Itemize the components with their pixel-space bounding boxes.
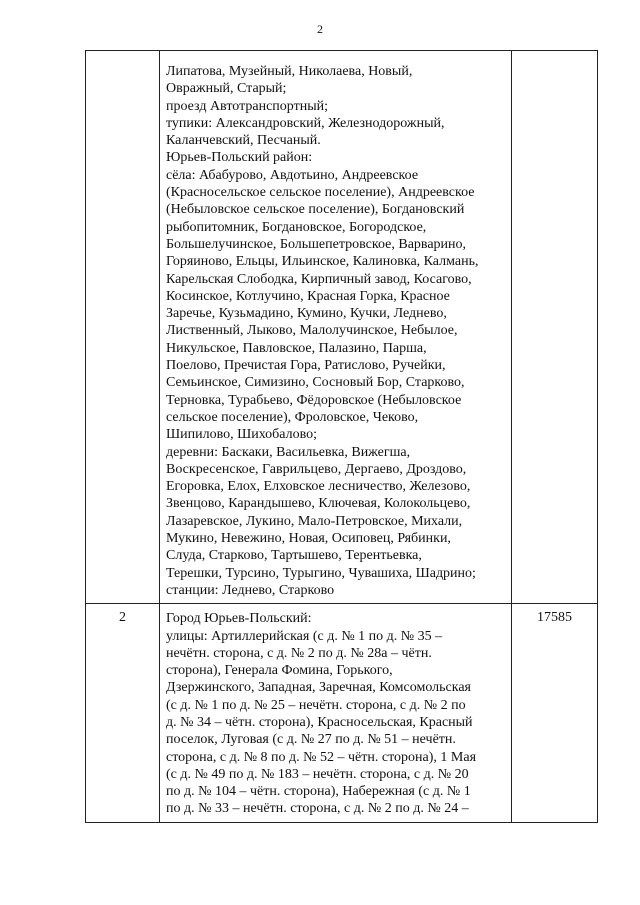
text-line: Семьинское, Симизино, Сосновый Бор, Старково,	[166, 375, 465, 391]
text-line: по д. № 33 – нечётн. сторона, с д. № 2 по д. № 24 –	[166, 801, 469, 817]
text-line: Шипилово, Шихобалово;	[166, 427, 318, 443]
text-line: Дзержинского, Западная, Заречная, Комсомольская	[166, 680, 471, 696]
voters-cell	[512, 604, 598, 823]
text-line: Поелово, Пречистая Гора, Ратислово, Ручейки,	[166, 358, 446, 374]
voters-cell	[512, 51, 598, 604]
text-line: (Красносельское сельское поселение), Андреевское	[166, 185, 475, 201]
row-number-cell	[86, 51, 160, 604]
text-line: Терновка, Турабьево, Фёдоровское (Небыловское	[166, 392, 462, 408]
text-line: Юрьев-Польский район:	[166, 150, 313, 166]
text-line: сёла: Абабурово, Авдотьино, Андреевское	[166, 167, 419, 183]
text-line: Горяиново, Ельцы, Ильинское, Калиновка, Калмань,	[166, 254, 479, 270]
text-line: Слуда, Старково, Тартышево, Терентьевка,	[166, 548, 422, 564]
text-line: Никульское, Павловское, Палазино, Парша,	[166, 340, 427, 356]
page-number: 2	[317, 22, 323, 36]
text-line: Воскресенское, Гаврильцево, Дергаево, Дроздово,	[166, 461, 467, 477]
text-line: Большелучинское, Большепетровское, Варварино,	[166, 236, 467, 252]
text-line: станции: Леднево, Старково	[166, 582, 335, 598]
text-line: (Небыловское сельское поселение), Богдановский	[166, 202, 465, 218]
text-line: (с д. № 49 по д. № 183 – нечётн. сторона, с д. № 20	[166, 766, 469, 782]
table-row	[86, 51, 598, 604]
text-line: улицы: Артиллерийская (с д. № 1 по д. № 35 –	[166, 628, 443, 644]
territory-cell	[160, 604, 512, 823]
text-line: Егоровка, Елох, Елховское лесничество, Железово,	[166, 479, 471, 495]
text-line: Косинское, Котлучино, Красная Горка, Красное	[166, 288, 450, 304]
row-number: 2	[119, 610, 126, 626]
text-line: Звенцово, Карандышево, Ключевая, Колокольцево,	[166, 496, 471, 512]
text-line: Карельская Слободка, Кирпичный завод, Косагово,	[166, 271, 472, 287]
text-line: рыбопитомник, Богдановское, Богородское,	[166, 219, 427, 235]
text-line: сторона), Генерала Фомина, Горького,	[166, 663, 393, 679]
text-line: поселок, Луговая (с д. № 27 по д. № 51 – нечётн.	[166, 732, 456, 748]
table-row	[86, 604, 598, 823]
text-line: Каланчевский, Песчаный.	[166, 133, 321, 149]
text-line: д. № 34 – чётн. сторона), Красносельская, Красный	[166, 714, 473, 730]
districts-table	[85, 50, 598, 823]
text-line: Лазаревское, Лукино, Мало-Петровское, Михали,	[166, 513, 463, 529]
territory-cell	[160, 51, 512, 604]
text-line: Лиственный, Лыково, Малолучинское, Небылое,	[166, 323, 458, 339]
text-line: Терешки, Турсино, Турыгино, Чувашиха, Шадрино;	[166, 565, 476, 581]
text-line: проезд Автотранспортный;	[166, 98, 328, 114]
row-number-cell	[86, 604, 160, 823]
text-line: Заречье, Кузьмадино, Кумино, Кучки, Леднево,	[166, 306, 447, 322]
voters-count: 17585	[537, 610, 572, 626]
text-line: деревни: Баскаки, Васильевка, Вижегша,	[166, 444, 411, 460]
text-line: тупики: Александровский, Железнодорожный,	[166, 115, 445, 131]
text-line: по д. № 104 – чётн. сторона), Набережная (с д. № 1	[166, 784, 471, 800]
text-line: Липатова, Музейный, Николаева, Новый,	[166, 64, 413, 79]
text-line: нечётн. сторона, с д. № 2 по д. № 28а – чётн.	[166, 645, 432, 661]
text-line: Город Юрьев-Польский:	[166, 611, 312, 627]
text-line: сторона, с д. № 8 по д. № 52 – чётн. сторона), 1 Мая	[166, 749, 477, 765]
text-line: Мукино, Невежино, Новая, Осиповец, Рябинки,	[166, 531, 451, 547]
text-line: (с д. № 1 по д. № 25 – нечётн. сторона, с д. № 2 по	[166, 697, 466, 713]
text-line: Овражный, Старый;	[166, 81, 287, 97]
text-line: сельское поселение), Фроловское, Чеково,	[166, 409, 419, 425]
